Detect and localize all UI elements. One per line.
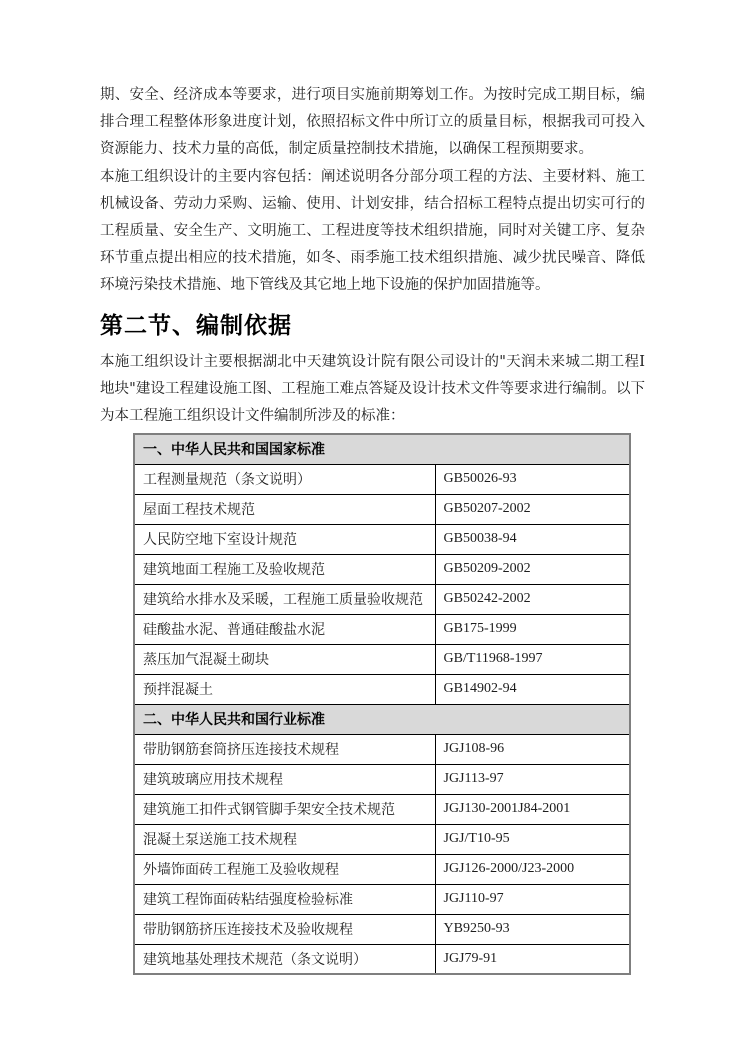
standard-code-cell: GB175-1999 <box>435 614 630 644</box>
standard-name-cell: 硅酸盐水泥、普通硅酸盐水泥 <box>134 614 435 644</box>
standards-table <box>133 433 631 975</box>
table-row <box>134 494 630 524</box>
table-row <box>134 944 630 974</box>
table-row <box>134 614 630 644</box>
table-row <box>134 794 630 824</box>
standard-code-cell: GB50242-2002 <box>435 584 630 614</box>
standard-name-cell: 建筑玻璃应用技术规程 <box>134 764 435 794</box>
standard-code-cell: JGJ130-2001J84-2001 <box>435 794 630 824</box>
table-row <box>134 824 630 854</box>
table-row <box>134 464 630 494</box>
standard-name-cell: 建筑地基处理技术规范（条文说明） <box>134 944 435 974</box>
standard-name-cell: 蒸压加气混凝土砌块 <box>134 644 435 674</box>
standard-code-cell: GB50038-94 <box>435 524 630 554</box>
standard-name-cell: 带肋钢筋挤压连接技术及验收规程 <box>134 914 435 944</box>
document-content <box>100 82 645 975</box>
standard-code-cell: GB14902-94 <box>435 674 630 704</box>
table-row <box>134 524 630 554</box>
standard-name-cell: 建筑工程饰面砖粘结强度检验标准 <box>134 884 435 914</box>
paragraph-basis: 本施工组织设计主要根据湖北中天建筑设计院有限公司设计的"天润未来城二期工程Ⅰ地块"建设工程建设施工图、工程施工难点答疑及设计技术文件等要求进行编制。以下为本工程施工组织设计文件编制所涉及的标准： <box>100 353 645 425</box>
table-row <box>134 554 630 584</box>
standard-name-cell: 屋面工程技术规范 <box>134 494 435 524</box>
standard-code-cell: JGJ110-97 <box>435 884 630 914</box>
standard-name-cell: 工程测量规范（条文说明） <box>134 464 435 494</box>
standard-name-cell: 混凝土泵送施工技术规程 <box>134 824 435 854</box>
standard-name-cell: 建筑地面工程施工及验收规范 <box>134 554 435 584</box>
standard-code-cell: GB50209-2002 <box>435 554 630 584</box>
table-row <box>134 854 630 884</box>
standard-code-cell: GB50207-2002 <box>435 494 630 524</box>
standard-code-cell: JGJ108-96 <box>435 734 630 764</box>
standard-code-cell: JGJ126-2000/J23-2000 <box>435 854 630 884</box>
standard-code-cell: JGJ79-91 <box>435 944 630 974</box>
table-row <box>134 674 630 704</box>
paragraph-continuation: 期、安全、经济成本等要求，进行项目实施前期筹划工作。为按时完成工期目标，编排合理工程整体形象进度计划，依照招标文件中所订立的质量目标，根据我司可投入资源能力、技术力量的高低，制定质量控制技术措施，以确保工程预期要求。 <box>100 87 645 158</box>
table-section-header-row <box>134 434 630 464</box>
standard-name-cell: 带肋钢筋套筒挤压连接技术规程 <box>134 734 435 764</box>
standard-name-cell: 建筑施工扣件式钢管脚手架安全技术规范 <box>134 794 435 824</box>
table-section-header: 一、中华人民共和国国家标准 <box>134 434 630 464</box>
standards-table-body <box>134 434 630 974</box>
standard-name-cell: 人民防空地下室设计规范 <box>134 524 435 554</box>
table-row <box>134 644 630 674</box>
table-row <box>134 764 630 794</box>
standard-name-cell: 外墙饰面砖工程施工及验收规程 <box>134 854 435 884</box>
table-row <box>134 884 630 914</box>
standard-name-cell: 建筑给水排水及采暖，工程施工质量验收规范 <box>134 584 435 614</box>
standard-code-cell: YB9250-93 <box>435 914 630 944</box>
standard-code-cell: GB50026-93 <box>435 464 630 494</box>
table-row <box>134 734 630 764</box>
table-row <box>134 914 630 944</box>
standard-code-cell: JGJ/T10-95 <box>435 824 630 854</box>
paragraph-main-contents: 本施工组织设计的主要内容包括：阐述说明各分部分项工程的方法、主要材料、施工机械设备、劳动力采购、运输、使用、计划安排，结合招标工程特点提出切实可行的工程质量、安全生产、文明施工、工程进度等技术组织措施，同时对关键工序、复杂环节重点提出相应的技术措施，如冬、雨季施工技术组织措施、减少扰民噪音、降低环境污染技术措施、地下管线及其它地上地下设施的保护加固措施等。 <box>100 168 645 294</box>
section-heading: 第二节、编制依据 <box>100 311 292 339</box>
table-section-header: 二、中华人民共和国行业标准 <box>134 704 630 734</box>
standard-code-cell: GB/T11968-1997 <box>435 644 630 674</box>
table-section-header-row <box>134 704 630 734</box>
standard-name-cell: 预拌混凝土 <box>134 674 435 704</box>
standard-code-cell: JGJ113-97 <box>435 764 630 794</box>
table-row <box>134 584 630 614</box>
